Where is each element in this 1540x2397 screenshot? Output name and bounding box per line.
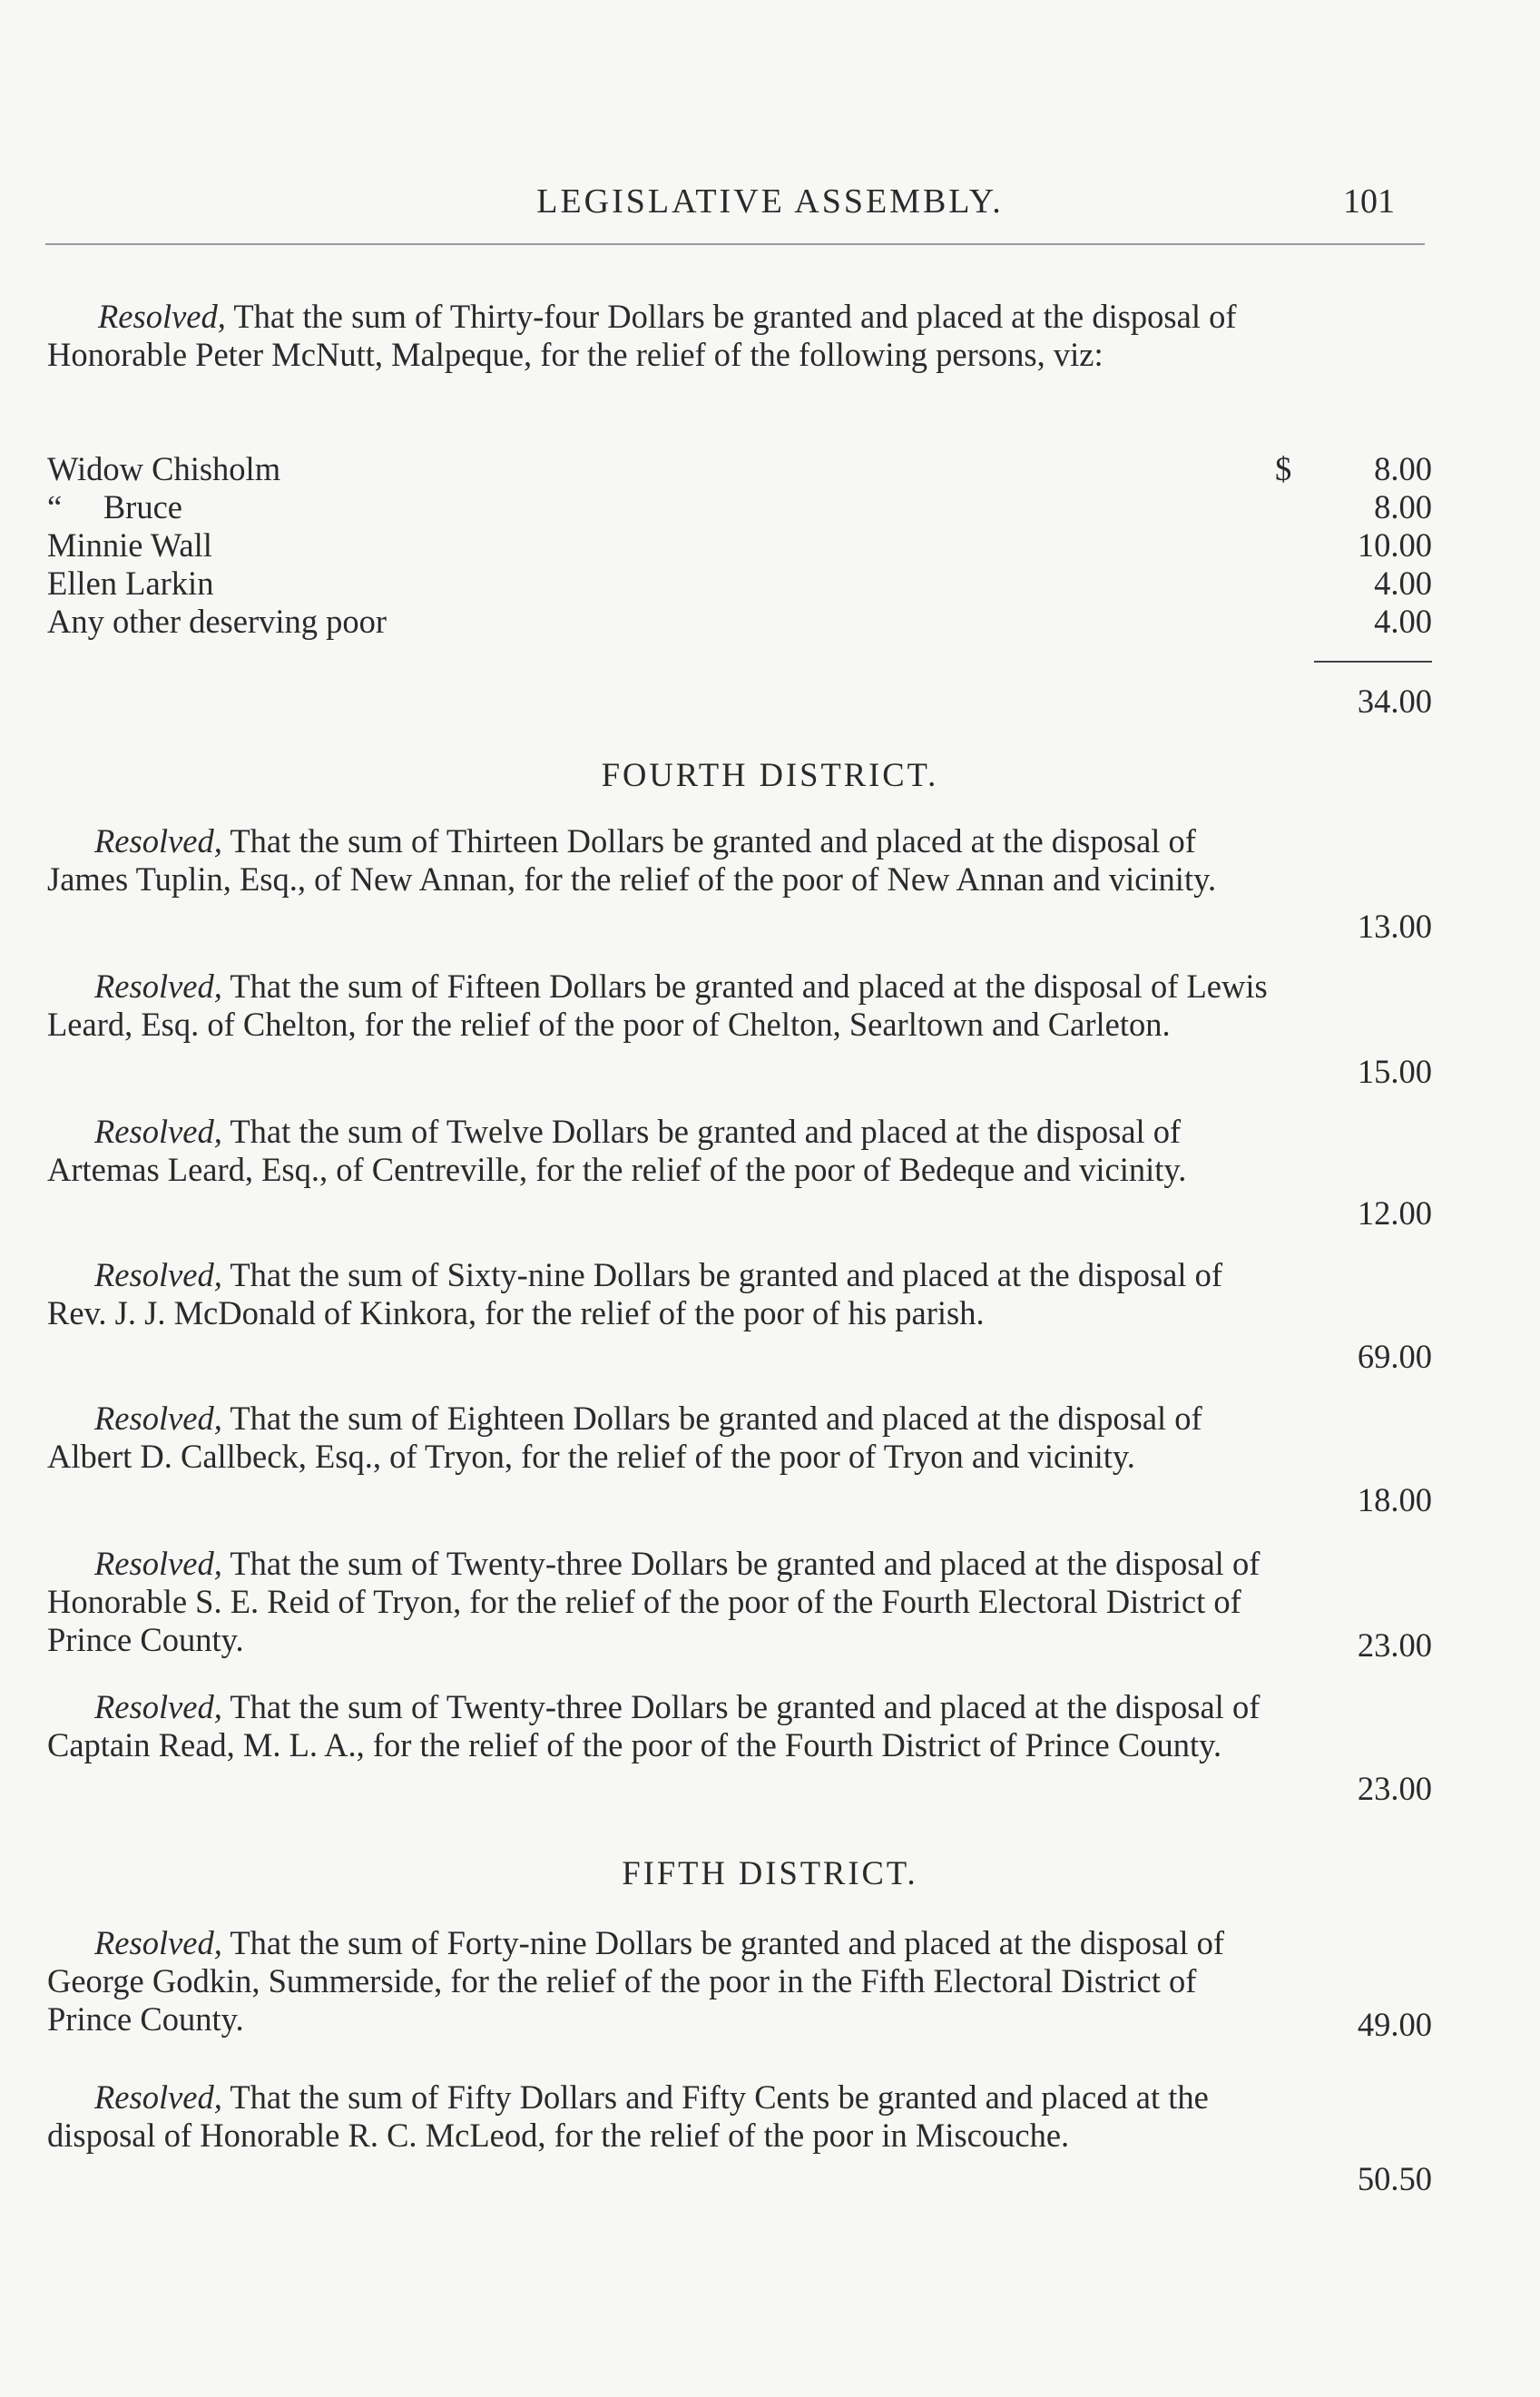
list-amount: 10.00	[1357, 526, 1432, 564]
resolved-label: Resolved,	[94, 1400, 222, 1437]
resolution-amount: 23.00	[1357, 1626, 1432, 1664]
resolved-label: Resolved,	[94, 822, 222, 860]
page-title: LEGISLATIVE ASSEMBLY.	[536, 182, 1004, 221]
list-amount: 8.00	[1374, 488, 1432, 526]
resolution-text: That the sum of Twenty-three Dollars be granted and placed at the disposal of Captain Read, M. L. A., for the relief of the poor of the Fourth District of Prince County.	[47, 1688, 1260, 1763]
header-rule	[45, 243, 1425, 245]
resolution-text: That the sum of Fifteen Dollars be granted and placed at the disposal of Lewis Leard, Esq. of Chelton, for the relief of the poor of Chelton, Searltown and Carleton.	[47, 968, 1268, 1043]
resolution-amount: 69.00	[1357, 1338, 1432, 1375]
resolved-label: Resolved,	[94, 1256, 222, 1293]
resolution-text: That the sum of Eighteen Dollars be granted and placed at the disposal of Albert D. Callbeck, Esq., of Tryon, for the relief of the poor of Tryon and vicinity.	[47, 1400, 1202, 1475]
running-header	[0, 182, 1540, 227]
currency-symbol: $	[1275, 450, 1292, 487]
list-item: Ellen Larkin	[47, 565, 214, 602]
resolution-amount: 18.00	[1357, 1481, 1432, 1518]
intro-resolution	[47, 298, 1281, 374]
resolution-paragraph	[47, 1924, 1281, 2038]
resolution-paragraph	[47, 1688, 1281, 1764]
resolved-label: Resolved,	[94, 968, 222, 1005]
list-item: Widow Chisholm	[47, 450, 281, 487]
resolution-amount: 15.00	[1357, 1053, 1432, 1090]
total-amount: 34.00	[1357, 683, 1432, 720]
resolution-text: That the sum of Fifty Dollars and Fifty Cents be granted and placed at the disposal of Honorable R. C. McLeod, for the relief of the poor in Miscouche.	[47, 2078, 1209, 2154]
section-heading-fifth-district: FIFTH DISTRICT.	[622, 1854, 918, 1891]
resolution-text: That the sum of Twenty-three Dollars be granted and placed at the disposal of Honorable S. E. Reid of Tryon, for the relief of the poor of the Fourth Electoral District of Prince County.	[47, 1545, 1260, 1658]
section-heading-fourth-district: FOURTH DISTRICT.	[601, 756, 939, 793]
resolution-amount: 23.00	[1357, 1770, 1432, 1807]
resolution-text: That the sum of Thirteen Dollars be granted and placed at the disposal of James Tuplin, Esq., of New Annan, for the relief of the poor of New Annan and vicinity.	[47, 822, 1217, 898]
list-amount: 8.00	[1374, 450, 1432, 487]
list-amount: 4.00	[1374, 603, 1432, 640]
resolution-text: That the sum of Sixty-nine Dollars be granted and placed at the disposal of Rev. J. J. McDonald of Kinkora, for the relief of the poor of his parish.	[47, 1256, 1223, 1331]
resolved-label: Resolved,	[94, 1924, 222, 1961]
resolution-paragraph	[47, 1545, 1281, 1659]
resolved-label: Resolved,	[98, 298, 226, 335]
resolved-label: Resolved,	[94, 2078, 222, 2116]
page-number: 101	[1343, 182, 1395, 221]
resolution-paragraph	[47, 968, 1281, 1044]
resolution-text: That the sum of Thirty-four Dollars be granted and placed at the disposal of Honorable Peter McNutt, Malpeque, for the relief of the following persons, viz:	[47, 298, 1237, 373]
resolution-paragraph	[47, 1400, 1281, 1476]
resolution-paragraph	[47, 822, 1281, 899]
resolution-paragraph	[47, 2078, 1281, 2155]
resolved-label: Resolved,	[94, 1688, 222, 1725]
resolution-text: That the sum of Forty-nine Dollars be granted and placed at the disposal of George Godkin, Summerside, for the relief of the poor in the Fifth Electoral District of Prince County.	[47, 1924, 1225, 2038]
resolved-label: Resolved,	[94, 1113, 222, 1150]
list-item: Any other deserving poor	[47, 603, 387, 640]
resolution-amount: 13.00	[1357, 908, 1432, 945]
resolution-amount: 49.00	[1357, 2006, 1432, 2043]
list-item: “ Bruce	[47, 488, 182, 526]
resolution-paragraph	[47, 1113, 1281, 1189]
resolution-text: That the sum of Twelve Dollars be granted and placed at the disposal of Artemas Leard, Esq., of Centreville, for the relief of the poor of Bedeque and vicinity.	[47, 1113, 1187, 1188]
resolution-paragraph	[47, 1256, 1281, 1332]
list-amount: 4.00	[1374, 565, 1432, 602]
resolution-amount: 50.50	[1357, 2160, 1432, 2197]
resolved-label: Resolved,	[94, 1545, 222, 1582]
resolution-amount: 12.00	[1357, 1194, 1432, 1232]
total-rule	[1314, 661, 1432, 663]
list-item: Minnie Wall	[47, 526, 212, 564]
